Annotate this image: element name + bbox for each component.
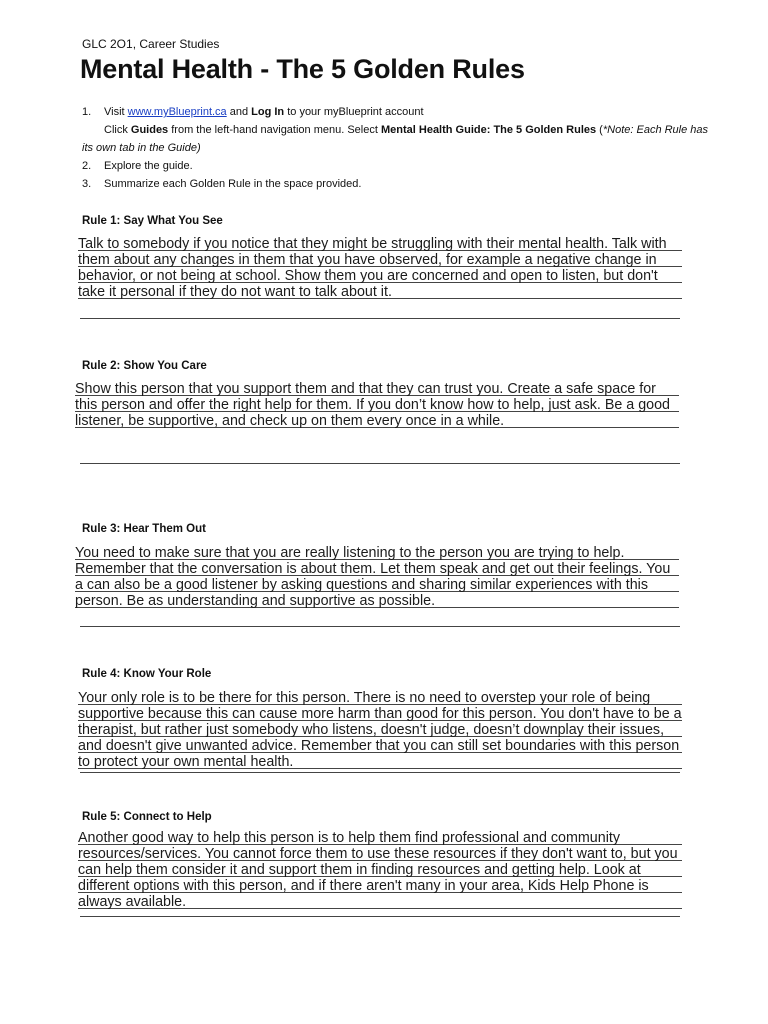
log-in-text: Log In	[251, 106, 285, 118]
course-label: GLC 2O1, Career Studies	[82, 37, 220, 51]
myblueprint-link[interactable]: www.myBlueprint.ca	[127, 106, 227, 118]
instruction-1-note: its own tab in the Guide)	[82, 142, 201, 154]
rule-5-blank-line	[80, 916, 680, 917]
rule-5-answer[interactable]: Another good way to help this person is to help them find professional and community resources/services. You cannot force them to use these resources if they don't want to, but you can help them consider it and support them in finding resources and getting help. Look at different options with this person, and if there aren't many in your area, Kids Help Phone is always available.	[78, 830, 682, 910]
instruction-2: 2. Explore the guide.	[82, 160, 193, 172]
rule-2-answer[interactable]: Show this person that you support them and that they can trust you. Create a safe space for this person and offer the right help for them. If you don’t know how to help, just ask. Be a good listener, be supportive, and check up on them every once in a while.	[75, 381, 679, 429]
rule-4-title: Rule 4: Know Your Role	[82, 668, 212, 680]
rule-1-answer[interactable]: Talk to somebody if you notice that they might be struggling with their mental health. Talk with them about any changes in them that you have observed, for example a negative change in behavior, or not being at school. Show them you are concerned and open to listen, but don't take it personal if they do not want to talk about it.	[78, 236, 682, 300]
rule-5-title: Rule 5: Connect to Help	[82, 811, 212, 823]
page-title: Mental Health - The 5 Golden Rules	[80, 54, 525, 84]
instruction-3: 3. Summarize each Golden Rule in the space provided.	[82, 178, 362, 190]
rule-2-title: Rule 2: Show You Care	[82, 360, 207, 372]
rule-3-answer[interactable]: You need to make sure that you are really listening to the person you are trying to help. Remember that the conversation is about them. Let them speak and get out their feelings. You a can also be a good listener by asking questions and sharing similar experiences with this person. Be as understanding and supportive as possible.	[75, 545, 679, 609]
rule-4-blank-line	[80, 772, 680, 773]
rule-1-blank-line	[80, 318, 680, 319]
rule-1-title: Rule 1: Say What You See	[82, 215, 223, 227]
instruction-number: 1.	[82, 106, 92, 118]
rule-3-title: Rule 3: Hear Them Out	[82, 523, 206, 535]
rule-3-blank-line	[80, 626, 680, 627]
rule-2-blank-line	[80, 463, 680, 464]
rule-4-answer[interactable]: Your only role is to be there for this person. There is no need to overstep your role of being supportive because this can cause more harm than good for this person. You don't have to be a therapist, but rather just somebody who listens, doesn't judge, doesn’t downplay their issues, and doesn't give unwanted advice. Remember that you can still set boundaries with this person to protect your own mental health.	[78, 690, 682, 770]
instruction-1: 1. Visit www.myBlueprint.ca and Log In to your myBlueprint account Click Guides from the left-hand navigation menu. Select Mental Health Guide: The 5 Golden Rules (*Note: Each Rule has	[82, 103, 742, 139]
